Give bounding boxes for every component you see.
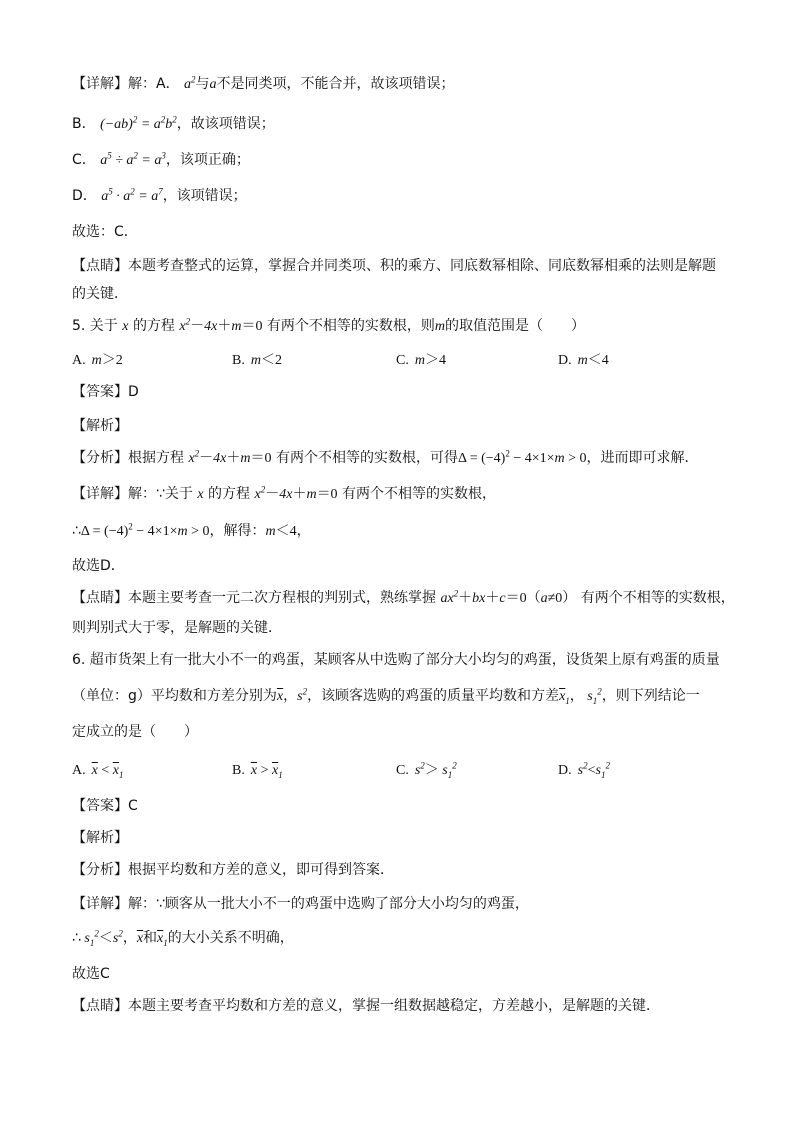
option-b-label: B． xyxy=(72,116,96,132)
detail-a-text: 不是同类项，不能合并，故该项错误； xyxy=(216,76,455,92)
therefore-symbol: ∴ xyxy=(72,930,81,946)
math-equation: $x^2-4x+m=0$ xyxy=(188,448,272,466)
q6-answer xyxy=(72,796,138,816)
q6-analysis xyxy=(72,860,394,880)
q4-comment-line-2: 的关键． xyxy=(72,286,128,302)
math-equation: $x^2-4x+m=0$ xyxy=(254,484,338,502)
q5-detail xyxy=(72,484,496,505)
q5-therefore xyxy=(72,521,311,542)
option-label: C. xyxy=(396,353,409,368)
analysis-text: 根据平均数和方差的意义，即可得到答案． xyxy=(128,862,394,878)
analysis-text: 根据方程 xyxy=(128,450,184,466)
option-d-label: D． xyxy=(72,188,97,204)
math-mean1-variance1: $\overline{x}_1$， $s_1^2$ xyxy=(559,686,602,706)
q4-option-d-line xyxy=(72,186,247,207)
answer-tag: 【答案】 xyxy=(72,384,128,400)
option-label: B. xyxy=(232,353,245,368)
q6-stem-text: ，则下列结论一 xyxy=(601,688,700,704)
q6-option-c[interactable] xyxy=(396,760,457,781)
analysis-text: ，进而即可求解． xyxy=(586,450,699,466)
q6-stem-line-3: 定成立的是（ ） xyxy=(72,724,198,740)
analysis-text: 有两个不相等的实数根，可得 xyxy=(275,450,458,466)
option-label: D. xyxy=(558,353,572,368)
therefore-symbol: ∴ xyxy=(72,523,81,539)
comment-text: 本题主要考查一元二次方程根的判别式，熟练掌握 xyxy=(128,590,436,606)
q5-comment-line-2: 则判别式大于零，是解题的关键． xyxy=(72,620,282,636)
q5-comment-line-1 xyxy=(72,588,735,609)
option-b-text: ，故该项错误； xyxy=(176,116,275,132)
math-option: $s^2<s_1^2$ xyxy=(577,760,610,780)
option-label: A. xyxy=(72,763,86,778)
detail-lead: 解：A． xyxy=(128,76,180,92)
q6-stem-line-1: 6. 超市货架上有一批大小不一的鸡蛋，某顾客从中选购了部分大小均匀的鸡蛋，设货架上原有鸡蛋的质量 xyxy=(72,652,720,668)
q5-option-c[interactable] xyxy=(396,350,446,371)
math-d-expression: $a^5 \cdot a^2 = a^7$ xyxy=(101,186,163,204)
math-result: m＜4 xyxy=(265,524,297,539)
math-option: m＜4 xyxy=(577,353,609,368)
math-x: x xyxy=(197,487,204,502)
math-x: x xyxy=(122,319,129,334)
q5-stem xyxy=(72,316,585,337)
q6-analysis-tag: 【解析】 xyxy=(72,830,128,846)
option-label: D. xyxy=(558,763,572,778)
q5-stem-after: 有两个不相等的实数根，则 xyxy=(266,318,435,334)
q6-choice: 故选C xyxy=(72,966,110,982)
answer-value: D xyxy=(128,384,139,400)
detail-tag: 【详解】 xyxy=(72,486,128,502)
option-c-label: C． xyxy=(72,152,96,168)
q6-option-d[interactable] xyxy=(558,760,610,781)
q4-choice: 故选：C． xyxy=(72,224,138,240)
comment-text: 本题考查整式的运算，掌握合并同类项、积的乘方、同底数幂相除、同底数幂相乘的法则是解题 xyxy=(128,258,716,274)
detail-tag: 【详解】 xyxy=(72,76,128,92)
math-discriminant: $\Delta = (-4)^2 - 4\times 1\times m > 0$ xyxy=(80,521,210,539)
q4-detail-line xyxy=(72,74,455,95)
q6-option-a[interactable] xyxy=(72,760,123,781)
q5-stem-prefix: 5. 关于 xyxy=(72,318,118,334)
option-label: A. xyxy=(72,353,86,368)
math-discriminant: $\Delta = (-4)^2 - 4\times 1\times m > 0$ xyxy=(457,448,587,466)
q5-analysis-tag: 【解析】 xyxy=(72,418,128,434)
math-equation: $x^2-4x+m=0$ xyxy=(179,316,263,334)
math-option: m＜2 xyxy=(250,353,282,368)
math-a-squared: $a^2$ xyxy=(184,74,196,92)
comment-tag: 【点睛】 xyxy=(72,258,128,274)
math-connector: 与 xyxy=(195,76,210,92)
math-mean-variance: $\overline{x}$，$s^2$ xyxy=(276,686,308,704)
q6-therefore xyxy=(72,928,294,949)
math-a: a xyxy=(209,77,217,92)
detail-text: 解：∵关于 xyxy=(128,486,193,502)
therefore-text: ，解得： xyxy=(209,523,266,539)
comment-tag: 【点睛】 xyxy=(72,998,128,1014)
math-option: $s^2> s_1^2$ xyxy=(414,760,457,780)
comment-text: 有两个不相等的实数根， xyxy=(580,590,735,606)
comment-tag: 【点睛】 xyxy=(72,590,128,606)
option-c-text: ，该项正确； xyxy=(165,152,250,168)
option-d-text: ，该项错误； xyxy=(162,188,247,204)
q5-option-b[interactable] xyxy=(232,350,282,371)
analysis-tag: 【分析】 xyxy=(72,450,128,466)
q5-option-a[interactable] xyxy=(72,350,123,371)
q6-stem-text: （单位：g）平均数和方差分别为 xyxy=(72,688,277,704)
analysis-tag: 【分析】 xyxy=(72,862,128,878)
q4-comment-line-1 xyxy=(72,256,716,276)
math-b-expression: $(-ab)^2 = a^2b^2$ xyxy=(100,114,177,132)
q5-stem-end: 的取值范围是（ ） xyxy=(445,318,586,334)
answer-tag: 【答案】 xyxy=(72,798,128,814)
detail-tag: 【详解】 xyxy=(72,896,128,912)
math-option: m＞2 xyxy=(91,353,123,368)
option-label: C. xyxy=(396,763,409,778)
q6-stem-line-2 xyxy=(72,686,700,707)
therefore-text: 的大小关系不明确， xyxy=(167,930,294,946)
answer-value: C xyxy=(128,798,138,814)
q6-stem-text: ，该顾客选购的鸡蛋的质量平均数和方差 xyxy=(307,688,560,704)
therefore-end: ， xyxy=(296,523,311,539)
detail-text: 解：∵顾客从一批大小不一的鸡蛋中选购了部分大小均匀的鸡蛋， xyxy=(128,896,529,912)
math-c-expression: $a^5 \div a^2 = a^3$ xyxy=(100,150,166,168)
q5-analysis xyxy=(72,448,699,469)
q6-detail xyxy=(72,894,529,914)
q4-option-b-line xyxy=(72,114,275,135)
q5-answer xyxy=(72,382,139,402)
q4-option-c-line xyxy=(72,150,250,171)
q5-option-d[interactable] xyxy=(558,350,609,371)
q5-stem-mid: 的方程 xyxy=(132,318,175,334)
math-m: m xyxy=(434,319,446,334)
comment-text: 本题主要考查平均数和方差的意义，掌握一组数据越稳定，方差越小，是解题的关键． xyxy=(128,998,660,1014)
detail-text: 有两个不相等的实数根， xyxy=(342,486,497,502)
detail-text: 的方程 xyxy=(208,486,251,502)
math-option: $\overline{x} < \overline{x}_1$ xyxy=(91,763,124,780)
option-label: B. xyxy=(232,763,245,778)
math-general-equation: $ax^2+bx+c=0(a\ne 0)$ xyxy=(440,588,577,606)
math-option: $\overline{x} > \overline{x}_1$ xyxy=(250,763,283,780)
q6-comment xyxy=(72,996,660,1016)
math-option: m＞4 xyxy=(414,353,446,368)
q5-choice: 故选D． xyxy=(72,558,125,574)
math-variance-compare: $s_1^2<s^2$，$\overline{x}$和$\overline{x}_1$ xyxy=(80,928,168,948)
q6-option-b[interactable] xyxy=(232,760,283,781)
